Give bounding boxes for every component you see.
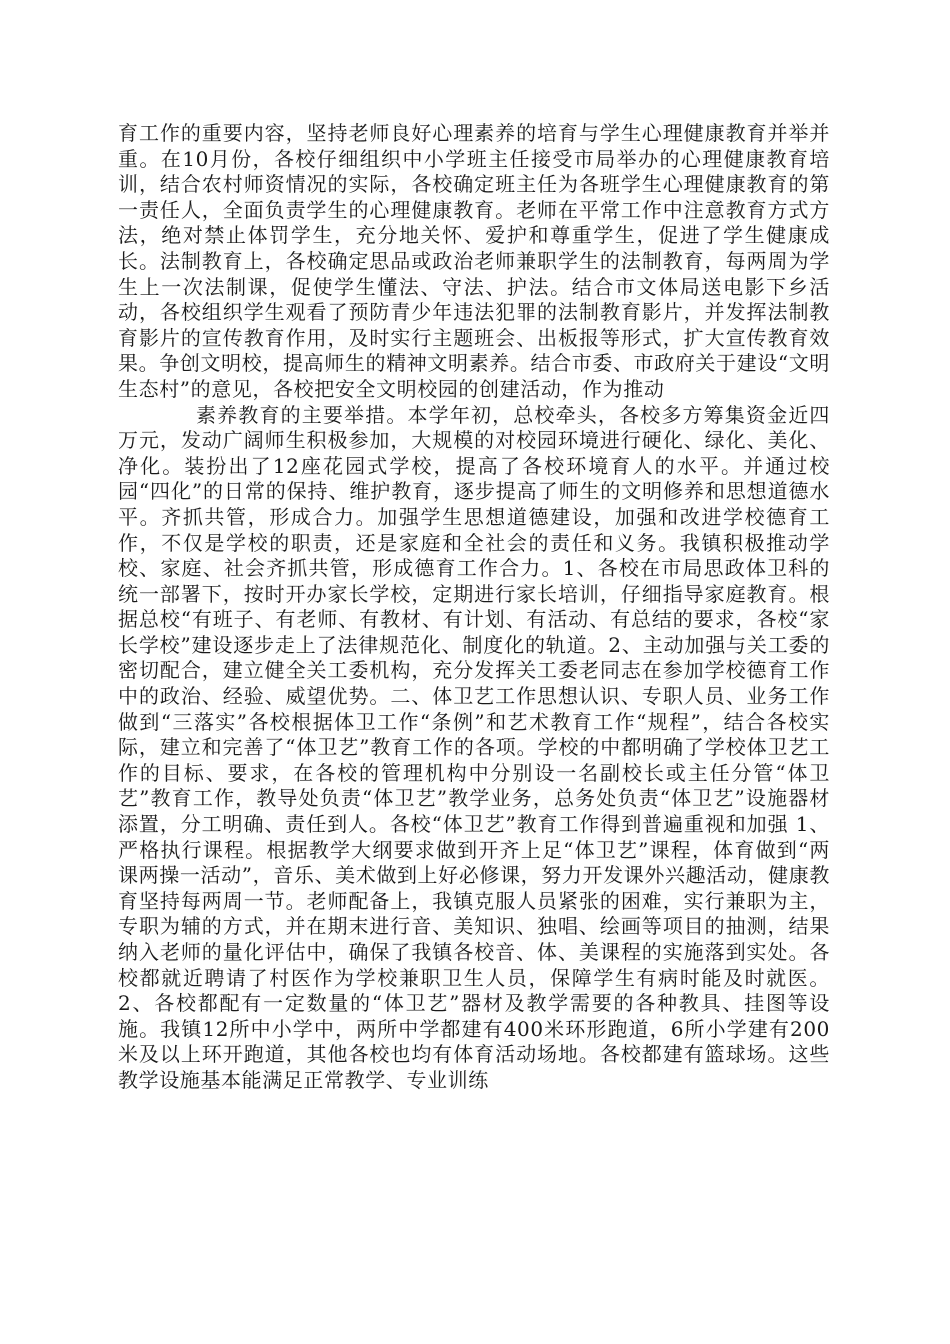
document-body	[118, 121, 830, 1094]
paragraph-1: 育工作的重要内容，坚持老师良好心理素养的培育与学生心理健康教育并举并重。在10月份，各校仔细组织中小学班主任接受市局举办的心理健康教育培训，结合农村师资情况的实际，各校确定班主任为各班学生心理健康教育的第一责任人，全面负责学生的心理健康教育。老师在平常工作中注意教育方式方法，绝对禁止体罚学生，充分地关怀、爱护和尊重学生，促进了学生健康成长。法制教育上，各校确定思品或政治老师兼职学生的法制教育，每两周为学生上一次法制课，促使学生懂法、守法、护法。结合市文体局送电影下乡活动，各校组织学生观看了预防青少年违法犯罪的法制教育影片，并发挥法制教育影片的宣传教育作用，及时实行主题班会、出板报等形式，扩大宣传教育效果。争创文明校，提高师生的精神文明素养。结合市委、市政府关于建设“文明生态村”的意见，各校把安全文明校园的创建活动，作为推动	[118, 121, 830, 401]
paragraph-2: 素养教育的主要举措。本学年初，总校牵头，各校多方筹集资金近四万元，发动广阔师生积极参加，大规模的对校园环境进行硬化、绿化、美化、净化。装扮出了12座花园式学校，提高了各校环境育人的水平。并通过校园“四化”的日常的保持、维护教育，逐步提高了师生的文明修养和思想道德水平。齐抓共管，形成合力。加强学生思想道德建设，加强和改进学校德育工作，不仅是学校的职责，还是家庭和全社会的责任和义务。我镇积极推动学校、家庭、社会齐抓共管，形成德育工作合力。1、各校在市局思政体卫科的统一部署下，按时开办家长学校，定期进行家长培训，仔细指导家庭教育。根据总校“有班子、有老师、有教材、有计划、有活动、有总结的要求，各校“家长学校”建设逐步走上了法律规范化、制度化的轨道。2、主动加强与关工委的密切配合，建立健全关工委机构，充分发挥关工委老同志在参加学校德育工作中的政治、经验、威望优势。二、体卫艺工作思想认识、专职人员、业务工作做到“三落实”各校根据体卫工作“条例”和艺术教育工作“规程”，结合各校实际，建立和完善了“体卫艺”教育工作的各项。学校的中都明确了学校体卫艺工作的目标、要求，在各校的管理机构中分别设一名副校长或主任分管“体卫艺”教育工作，教导处负责“体卫艺”教学业务，总务处负责“体卫艺”设施器材添置，分工明确、责任到人。各校“体卫艺”教育工作得到普遍重视和加强 1、严格执行课程。根据教学大纲要求做到开齐上足“体卫艺”课程，体育做到“两课两操一活动”，音乐、美术做到上好必修课，努力开发课外兴趣活动，健康教育坚持每两周一节。老师配备上，我镇克服人员紧张的困难，实行兼职为主，专职为辅的方式，并在期末进行音、美知识、独唱、绘画等项目的抽测，结果纳入老师的量化评估中，确保了我镇各校音、体、美课程的实施落到实处。各校都就近聘请了村医作为学校兼职卫生人员，保障学生有病时能及时就医。2、各校都配有一定数量的“体卫艺”器材及教学需要的各种教具、挂图等设施。我镇12所中小学中，两所中学都建有400米环形跑道，6所小学建有200米及以上环开跑道，其他各校也均有体育活动场地。各校都建有篮球场。这些教学设施基本能满足正常教学、专业训练	[118, 402, 830, 1092]
